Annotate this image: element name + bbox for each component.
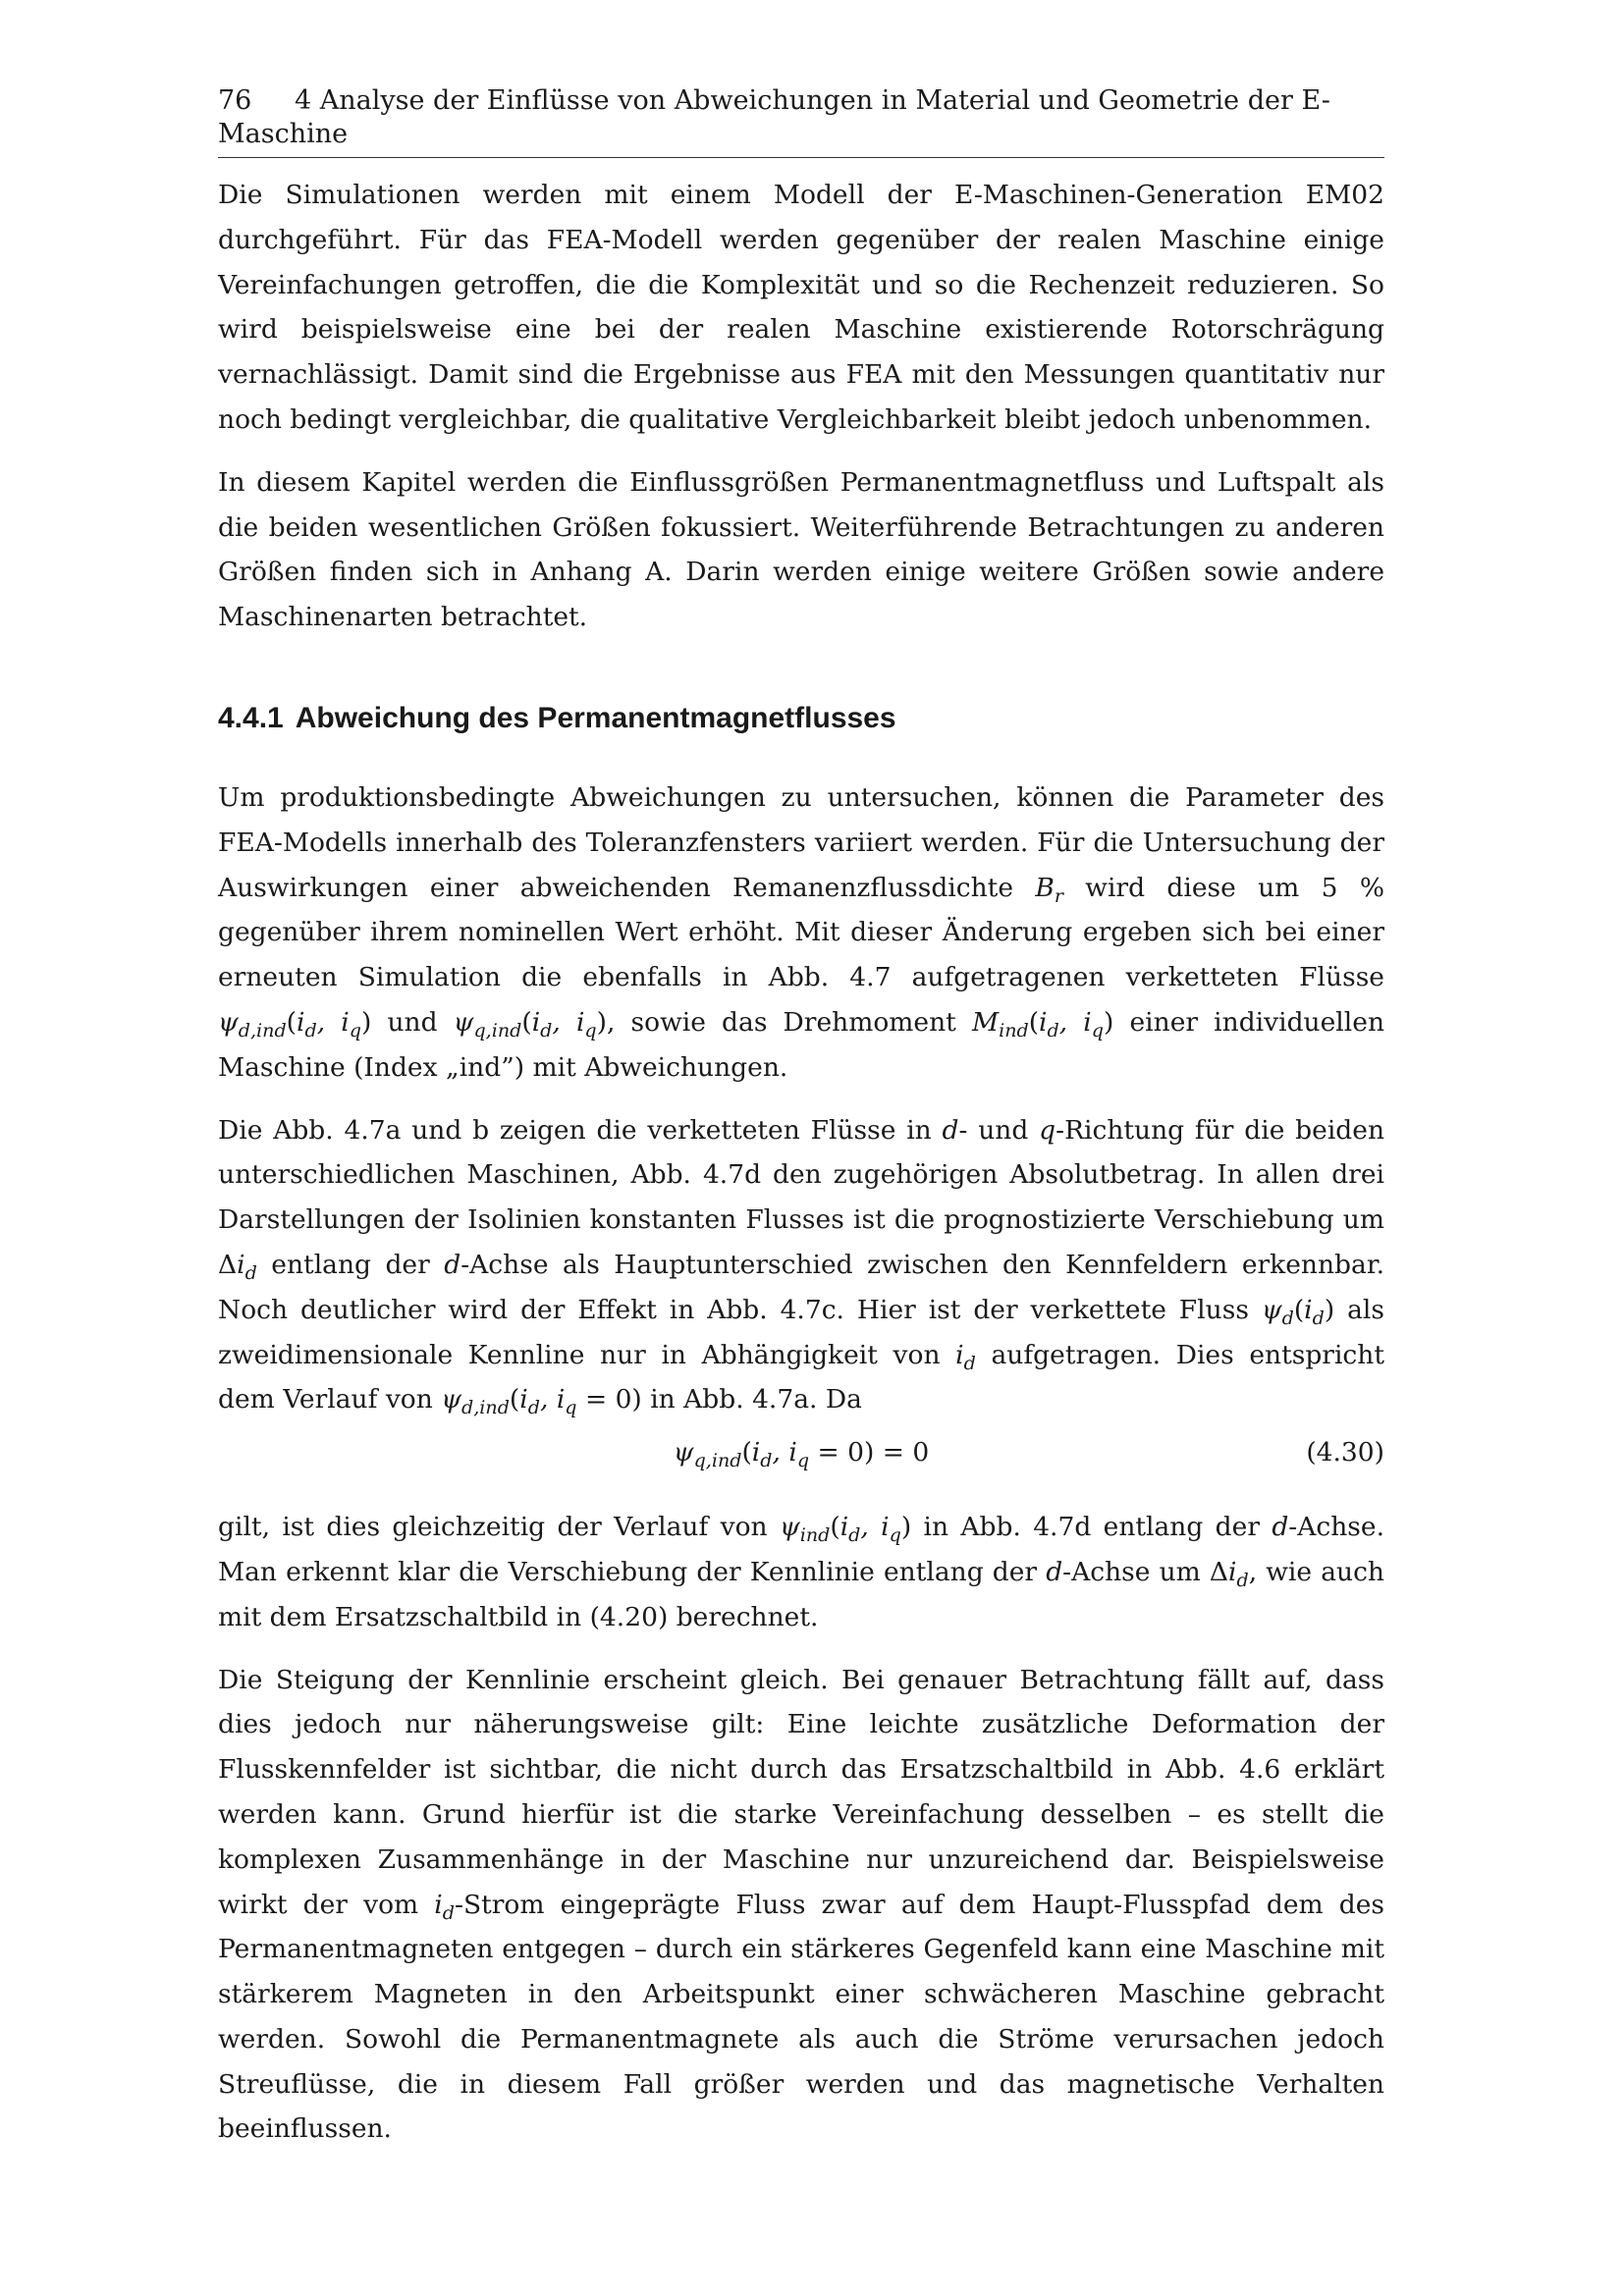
paragraph-remanence-variation: Um produktionsbedingte Abweichungen zu untersuchen, können die Parameter des FEA-Modells innerhalb des Toleranzfensters variiert werden. Für die Untersuchung der Auswirkungen einer abweichenden Remanenzflussdichte $B_r$ wird diese um 5 % gegenüber ihrem nominellen Wert erhöht. Mit dieser Änderung ergeben sich bei einer erneuten Simulation die ebenfalls in Abb. 4.7 aufgetragenen verketteten Flüsse $\psi_{d,ind}(i_d$, $i_q$) und $\psi_{q,ind}(i_d$, $i_q$), sowie das Drehmoment $M_{ind}(i_d$, $i_q$) einer individuellen Maschine (Index „ind”) mit Abweichungen. <box>218 781 1385 1083</box>
math-m-ind: $M_{ind}(i_d$, $i_q$) <box>971 1006 1114 1042</box>
paragraph-slope-deformation: Die Steigung der Kennlinie erscheint gleich. Bei genauer Betrachtung fällt auf, dass dies jedoch nur näherungsweise gilt: Eine leichte zusätzliche Deformation der Flusskennfelder ist sichtbar, die nicht durch das Ersatzschaltbild in Abb. 4.6 erklärt werden kann. Grund hierfür ist die starke Vereinfachung desselben – es stellt die komplexen Zusammenhänge in der Maschine nur unzureichend dar. Beispielsweise wirkt der vom $i_d$-Strom eingeprägte Fluss zwar auf dem Haupt-Flusspfad dem des Permanentmagneten entgegen – durch ein stärkeres Gegenfeld kann eine Maschine mit stärkerem Magneten in den Arbeitspunkt einer schwächeren Maschine gebracht werden. Sowohl die Permanentmagnete als auch die Ströme verursachen jedoch Streuflüsse, die in diesem Fall größer werden und das magnetische Verhalten beeinflussen. <box>218 1664 1384 2145</box>
equation-body: $\psi_{q,ind}(i_d$, $i_q = 0) = 0$ <box>673 1437 930 1472</box>
page-number: 76 <box>218 85 252 116</box>
section-heading <box>218 699 1384 738</box>
paragraph-after-equation: gilt, ist dies gleichzeitig der Verlauf von $\psi_{ind}(i_d$, $i_q$) in Abb. 4.7d entlang der d-Achse. Man erkennt klar die Verschiebung der Kennlinie entlang der d-Achse um $\Delta i_d$, wie auch mit dem Ersatzschaltbild in (4.20) berechnet. <box>218 1512 1384 1632</box>
section-number: 4.4.1 <box>218 701 284 734</box>
body-text <box>218 173 1384 2169</box>
paragraph-flux-maps: Die Abb. 4.7a und b zeigen die verketteten Flüsse in d- und q-Richtung für die beiden unterschiedlichen Maschinen, Abb. 4.7d den zugehörigen Absolutbetrag. In allen drei Darstellungen der Isolinien konstanten Flusses ist die prognostizierte Verschiebung um $\Delta i_d$ entlang der d-Achse als Hauptunterschied zwischen den Kennfeldern erkennbar. Noch deutlicher wird der Effekt in Abb. 4.7c. Hier ist der verkettete Fluss $\psi_d(i_d)$ als zweidimensionale Kennline nur in Abhängigkeit von $i_d$ aufgetragen. Dies entspricht dem Verlauf von $\psi_{d,ind}(i_d$, $i_q = 0$) in Abb. 4.7a. Da <box>218 1114 1385 1419</box>
math-psi-d-id: $\psi_d(i_d)$ <box>1261 1294 1335 1329</box>
math-psi-d-ind: $\psi_{d,ind}(i_d$, $i_q$) <box>218 1006 372 1042</box>
paragraph-chapter-focus: In diesem Kapitel werden die Einflussgrößen Permanentmagnetfluss und Luftspalt als die beiden wesentlichen Größen fokussiert. Weiterführende Betrachtungen zu anderen Größen finden sich in Anhang A. Darin werden einige weitere Größen sowie andere Maschinenarten betrachtet. <box>218 466 1384 633</box>
running-header <box>218 84 1384 158</box>
math-delta-id: $\Delta i_d$ <box>218 1249 257 1285</box>
equation-4-30 <box>218 1430 1384 1475</box>
section-title: Abweichung des Permanentmagnetflusses <box>295 701 896 734</box>
math-psi-q-ind: $\psi_{q,ind}(i_d$, $i_q$) <box>453 1006 607 1042</box>
chapter-title: 4 Analyse der Einflüsse von Abweichungen in Material und Geometrie der E-Maschine <box>218 85 1330 149</box>
math-psi-d-ind-iq0: $\psi_{d,ind}(i_d$, $i_q = 0$) <box>441 1384 642 1419</box>
paragraph-simulation-model: Die Simulationen werden mit einem Modell der E-Maschinen-Generation EM02 durchgeführt. Für das FEA-Modell werden gegenüber der realen Maschine einige Vereinfachungen getroffen, die die Komplexität und so die Rechenzeit reduzieren. So wird beispielsweise eine bei der realen Maschine existierende Rotorschrägung vernachlässigt. Damit sind die Ergebnisse aus FEA mit den Messungen quantitativ nur noch bedingt vergleichbar, die qualitative Vergleichbarkeit bleibt jedoch unbenommen. <box>218 180 1384 435</box>
equation-number: (4.30) <box>1306 1437 1384 1468</box>
math-br: $B_r$ <box>1035 872 1063 907</box>
